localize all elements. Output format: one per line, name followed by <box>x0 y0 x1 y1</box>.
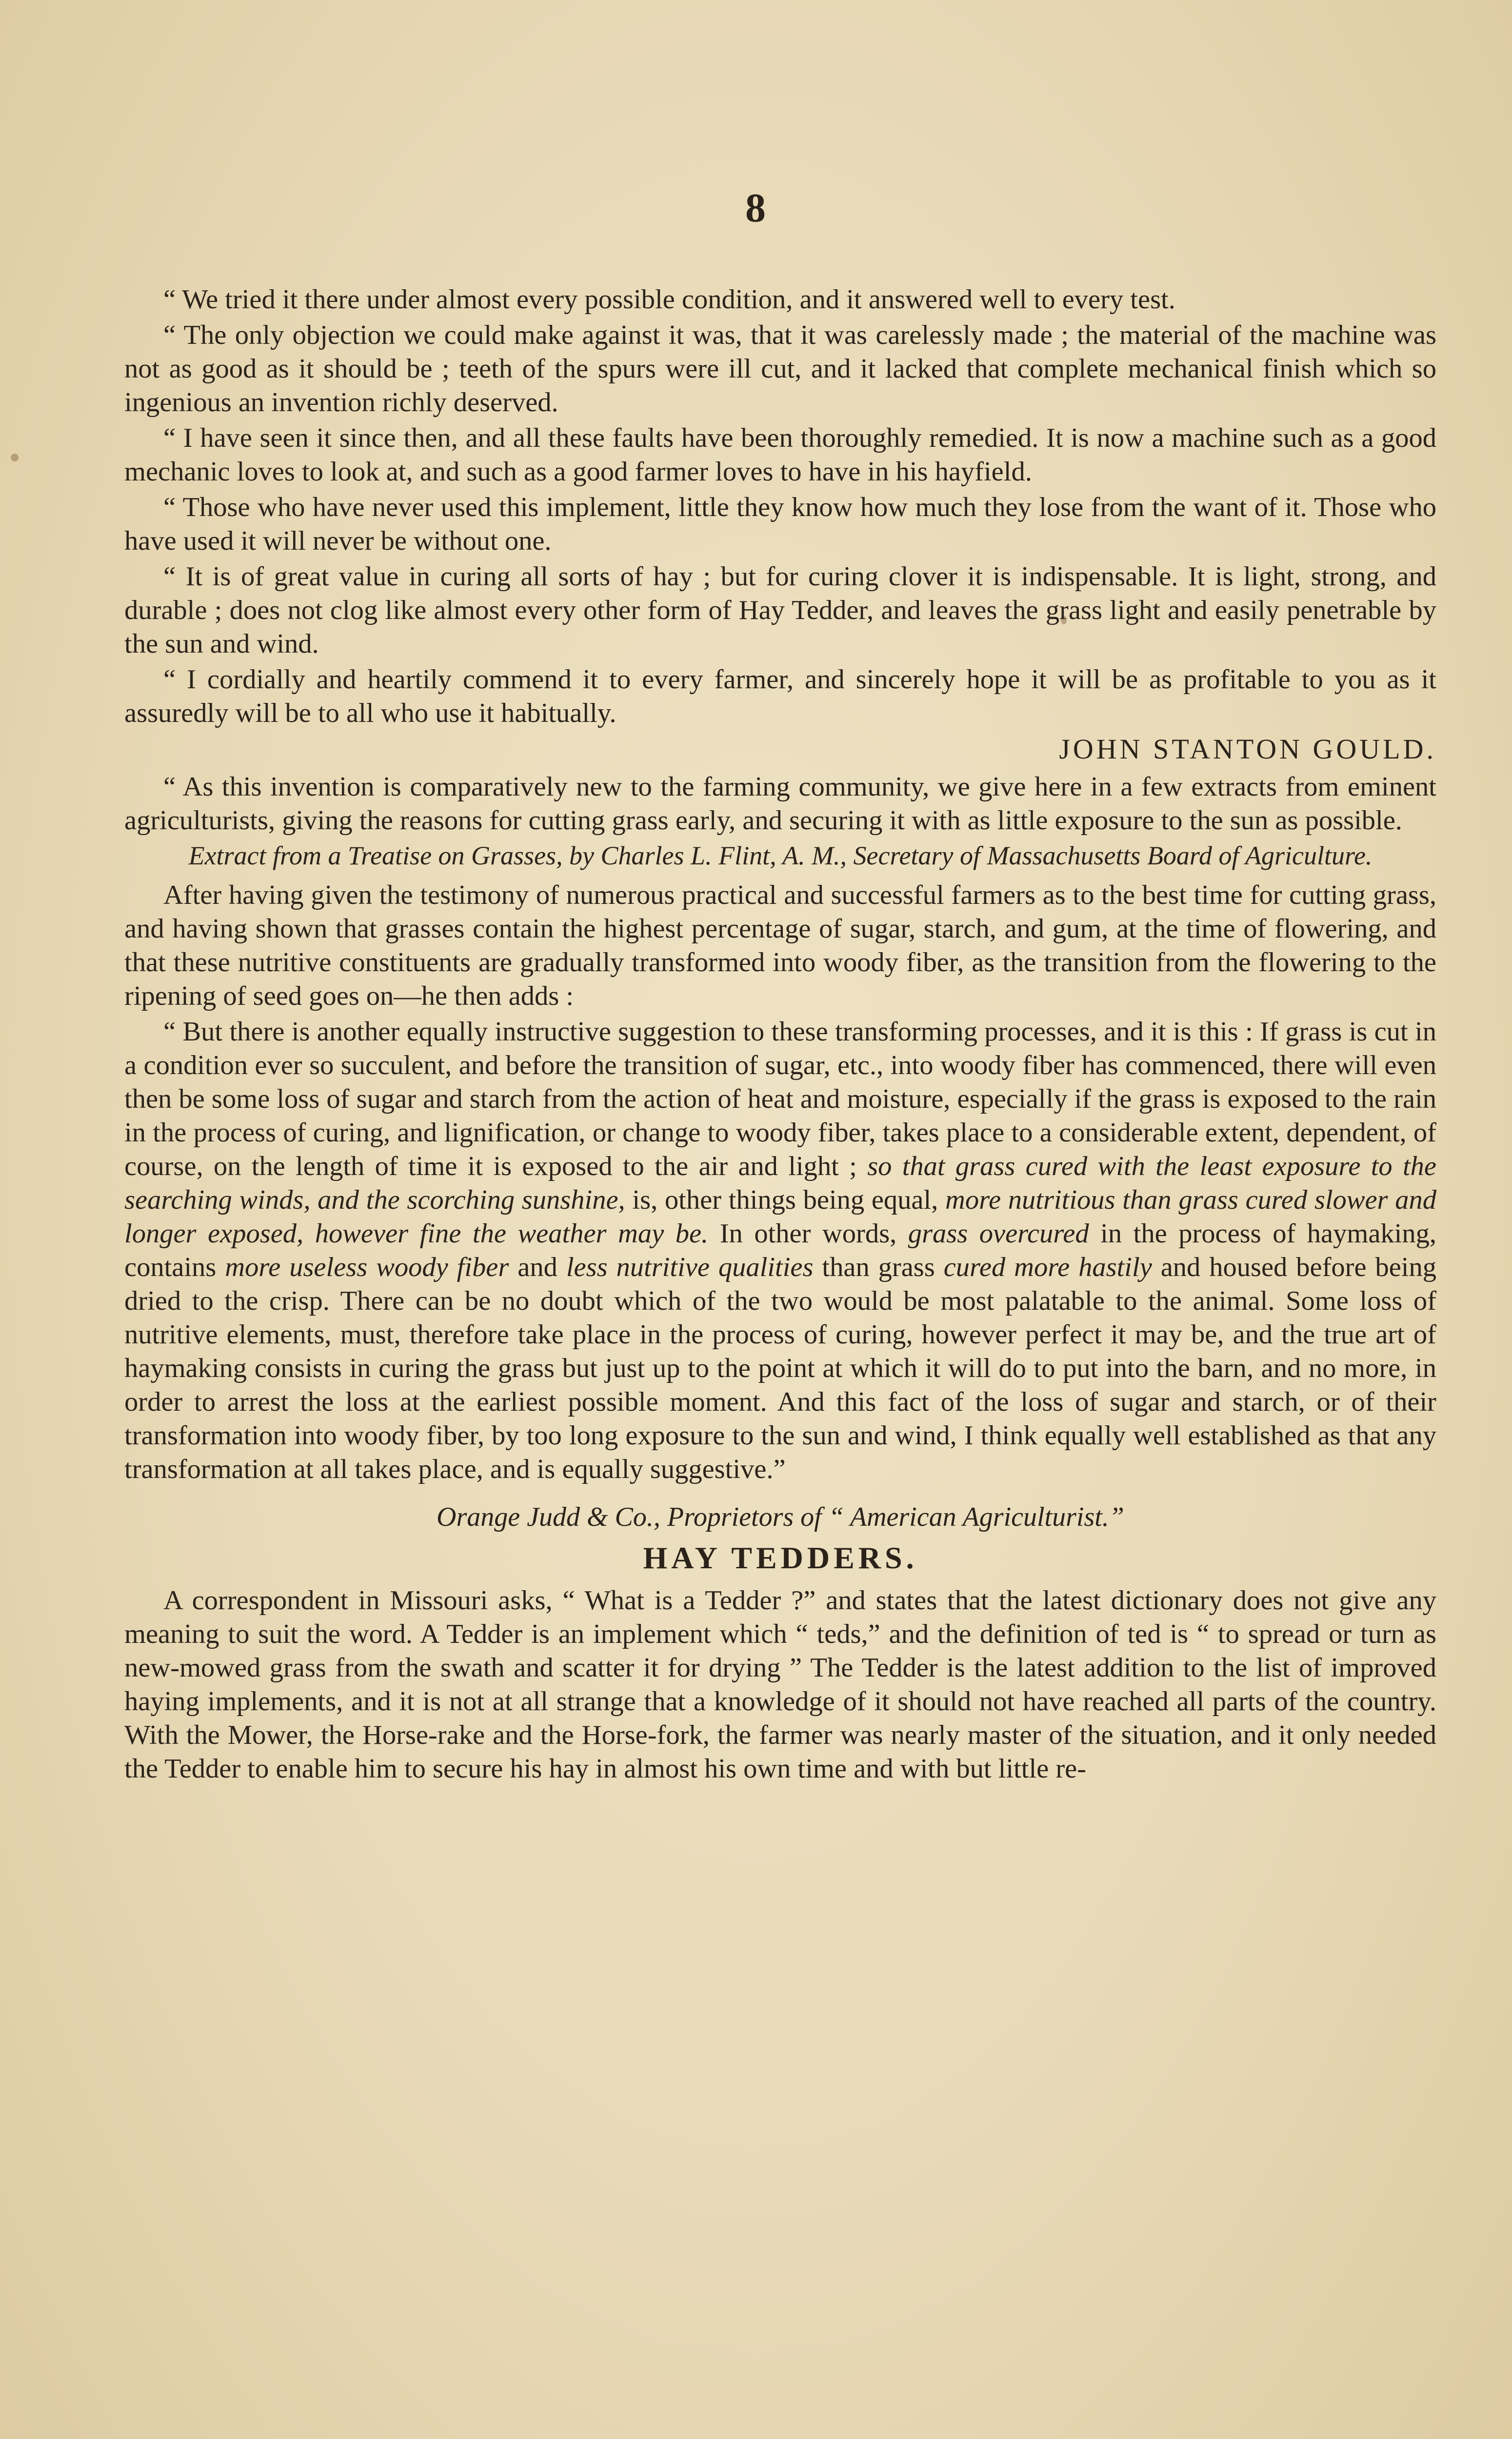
credit-line: Orange Judd & Co., Proprietors of “ American Agriculturist.” <box>437 1502 1124 1532</box>
text-run: is, other things being equal, <box>625 1185 946 1215</box>
text-run: “ But there is another equally instructive suggestion to these transforming processes, and it is this : If grass is cut in a condition ever so succulent, and before the transition of sugar, etc., into woody fiber has commenced, there will even then be some loss of sugar and starch from the action of heat and moisture, especially if the grass is exposed to the rain in the process of curing, and lignification, or change to woody fiber, takes place to a considerable extent, dependent, of course, on the length of time it is exposed to the air and light ; <box>124 1017 1436 1181</box>
main-text <box>124 283 1436 1788</box>
italic-run: more nutritious than grass cured slower and longer exposed, however fine the weather may be. <box>124 1185 1436 1249</box>
source-heading: Extract from a Treatise on Grasses, by Charles L. Flint, A. M., Secretary of Massachusetts Board of Agriculture. <box>188 841 1373 870</box>
text-run: in the process of haymaking, contains <box>124 1219 1436 1282</box>
paragraph-flint-quote <box>124 1015 1436 1486</box>
text-run: than grass <box>813 1252 944 1282</box>
paragraph-remedied: “ I have seen it since then, and all these faults have been thoroughly remedied. It is now a machine such as a good mechanic loves to look at, and such as a good farmer loves to have in his hayfield. <box>124 423 1436 487</box>
italic-run: more useless woody fiber <box>225 1252 509 1282</box>
italic-run: less nutritive qualities <box>566 1252 814 1282</box>
paragraph-intro: “ As this invention is comparatively new to the farming community, we give here in a few extracts from eminent agriculturists, giving the reasons for cutting grass early, and securing it with as little exposure to the sun as possible. <box>124 772 1436 836</box>
paragraph-clover: “ It is of great value in curing all sorts of hay ; but for curing clover it is indispensable. It is light, strong, and durable ; does not clog like almost every other form of Hay Tedder, and leaves the grass light and easily penetrable by the sun and wind. <box>124 561 1436 659</box>
paper-speck <box>11 454 19 461</box>
paragraph-objection: “ The only objection we could make against it was, that it was carelessly made ; the material of the machine was not as good as it should be ; teeth of the spurs were ill cut, and it lacked that complete mechanical finish which so ingenious an invention richly deserved. <box>124 320 1436 418</box>
italic-run: cured more hastily <box>943 1252 1152 1282</box>
text-run: and <box>509 1252 566 1282</box>
section-title: HAY TEDDERS. <box>643 1540 918 1575</box>
italic-run: so that grass cured with the least exposure to the searching winds, and the scorching sunshine, <box>124 1151 1437 1215</box>
paragraph-tested: “ We tried it there under almost every possible condition, and it answered well to every test. <box>163 284 1175 315</box>
paragraph-tedders: A correspondent in Missouri asks, “ What is a Tedder ?” and states that the latest dictionary does not give any meaning to suit the word. A Tedder is an implement which “ teds,” and the definition of ted is “ to spread or turn as new-mowed grass from the swath and scatter it for drying ” The Tedder is the latest addition to the list of improved haying implements, and it is not at all strange that a knowledge of it should not have reached all parts of the country. With the Mower, the Horse-rake and the Horse-fork, the farmer was nearly master of the situation, and it only needed the Tedder to enable him to secure his hay in almost his own time and with but little re- <box>124 1585 1436 1784</box>
text-run: In other words, <box>708 1219 908 1249</box>
paragraph-commend: “ I cordially and heartily commend it to every farmer, and sincerely hope it will be as profitable to you as it assuredly will be to all who use it habitually. <box>124 664 1436 728</box>
italic-run: grass overcured <box>908 1219 1089 1249</box>
text-run: and housed before being dried to the crisp. There can be no doubt which of the two would be most palatable to the animal. Some loss of nutritive elements, must, therefore take place in the process of curing, however perfect it may be, and the true art of haymaking consists in curing the grass but just up to the point at which it will do to put into the barn, and no more, in order to arrest the loss at the earliest possible moment. And this fact of the loss of sugar and starch, or of their transformation into woody fiber, by too long exposure to the sun and wind, I think equally well established as that any transformation at all takes place, and is equally suggestive.” <box>124 1252 1436 1484</box>
page-number: 8 <box>745 185 767 231</box>
paragraph-flint-summary: After having given the testimony of numerous practical and successful farmers as to the best time for cutting grass, and having shown that grasses contain the highest percentage of sugar, starch, and gum, at the time of flowering, and that these nutritive constituents are gradually transformed into woody fiber, as the transition from the flowering to the ripening of seed goes on—he then adds : <box>124 880 1436 1011</box>
signature: JOHN STANTON GOULD. <box>1059 733 1436 765</box>
paragraph-never-used: “ Those who have never used this implement, little they know how much they lose from the want of it. Those who have used it will never be without one. <box>124 492 1436 556</box>
